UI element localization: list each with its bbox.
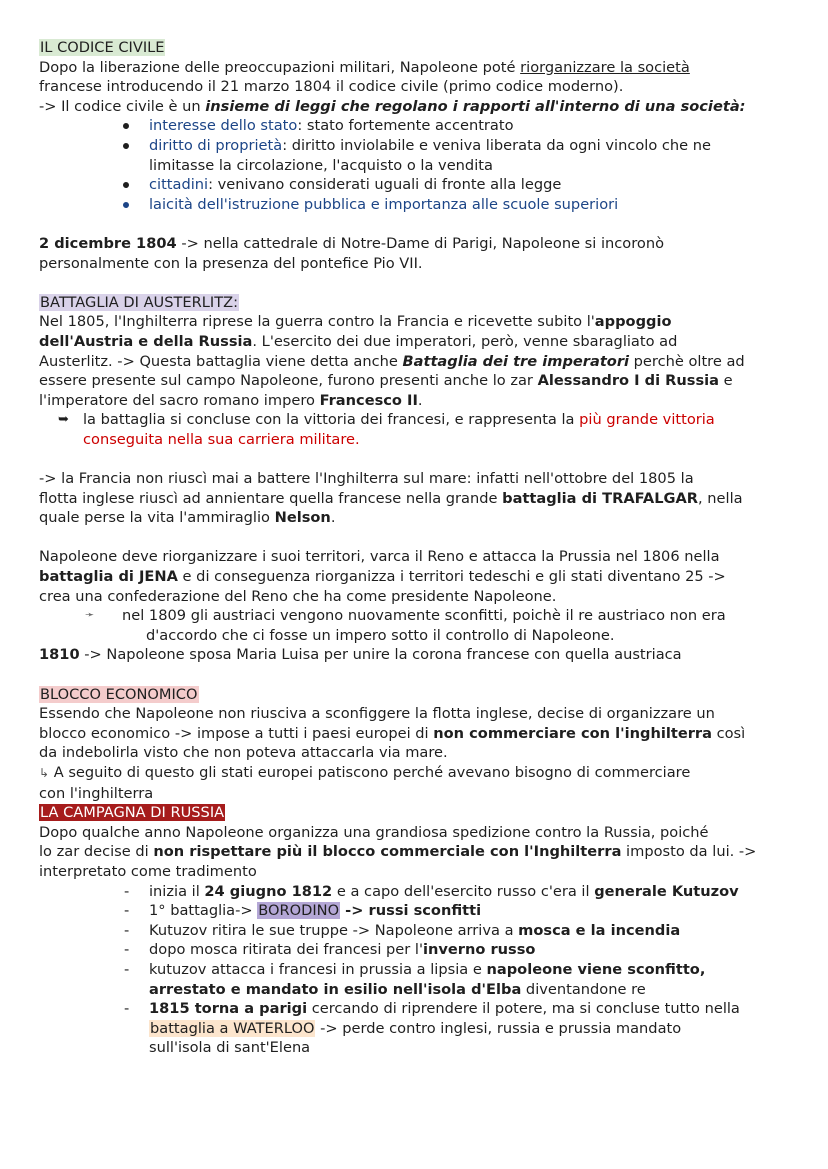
paragraph-line: lo zar decise di non rispettare più il blocco commerciale con l'Inghilterra imposto da lui. -> bbox=[39, 843, 757, 861]
section-title-blocco-economico: BLOCCO ECONOMICO bbox=[40, 685, 198, 703]
paragraph-line: dell'Austria e della Russia. L'esercito dei due imperatori, però, venne sbaragliato ad bbox=[39, 332, 678, 350]
document-page bbox=[39, 38, 791, 1058]
paragraph-line: Nel 1805, l'Inghilterra riprese la guerra contro la Francia e ricevette subito l'appoggio bbox=[39, 313, 672, 331]
paragraph-line: interpretato come tradimento bbox=[39, 862, 257, 880]
paragraph-line: -> Il codice civile è un insieme di leggi che regolano i rapporti all'interno di una società: bbox=[39, 97, 746, 115]
paragraph-line: Napoleone deve riorganizzare i suoi territori, varca il Reno e attacca la Prussia nel 1806 nella bbox=[39, 548, 720, 566]
list-item-continuation: sull'isola di sant'Elena bbox=[149, 1039, 311, 1057]
list-item: diritto di proprietà: diritto inviolabile e veniva liberata da ogni vincolo che ne bbox=[122, 136, 791, 156]
return-arrow-icon: ↳ bbox=[39, 765, 50, 780]
arrow-note: ➥ la battaglia si concluse con la vittoria dei francesi, e rappresenta la più grande vittoria bbox=[58, 411, 715, 429]
list-item-continuation: arrestato e mandato in esilio nell'isola d'Elba diventandone re bbox=[149, 980, 646, 998]
list-item: cittadini: venivano considerati uguali di fronte alla legge bbox=[122, 175, 791, 195]
curved-arrow-icon: ➥ bbox=[58, 412, 69, 428]
sub-note: ➛ nel 1809 gli austriaci vengono nuovamente sconfitti, poichè il re austriaco non era bbox=[85, 607, 726, 625]
paragraph-line: ↳ A seguito di questo gli stati europei patiscono perché avevano bisogno di commerciare bbox=[39, 763, 691, 781]
paragraph-line: l'imperatore del sacro romano impero Francesco II. bbox=[39, 391, 423, 409]
list-item: - 1° battaglia-> BORODINO -> russi sconfitti bbox=[122, 901, 791, 921]
paragraph-line: d'accordo che ci fosse un impero sotto il controllo di Napoleone. bbox=[146, 626, 615, 644]
paragraph-line: crea una confederazione del Reno che ha come presidente Napoleone. bbox=[39, 587, 557, 605]
list-item-continuation: battaglia a WATERLOO -> perde contro inglesi, russia e prussia mandato bbox=[150, 1019, 682, 1037]
section-title-campagna-russia: LA CAMPAGNA DI RUSSIA bbox=[40, 804, 225, 822]
list-item: interesse dello stato: stato fortemente accentrato bbox=[122, 116, 791, 136]
list-item: - dopo mosca ritirata dei francesi per l'inverno russo bbox=[122, 940, 791, 960]
arrow-bullet-icon: ➛ bbox=[85, 608, 95, 622]
section-title-codice-civile: IL CODICE CIVILE bbox=[40, 39, 165, 56]
paragraph-line: con l'inghilterra bbox=[39, 784, 154, 802]
list-item: - Kutuzov ritira le sue truppe -> Napoleone arriva a mosca e la incendia bbox=[122, 921, 791, 941]
paragraph-line: blocco economico -> impose a tutti i paesi europei di non commerciare con l'inghilterra così bbox=[39, 724, 746, 742]
paragraph-line: -> la Francia non riuscì mai a battere l'Inghilterra sul mare: infatti nell'ottobre del 1805 la bbox=[39, 470, 694, 488]
list-item: - 1815 torna a parigi cercando di riprendere il potere, ma si concluse tutto nella bbox=[122, 999, 791, 1019]
paragraph-line: Essendo che Napoleone non riusciva a sconfiggere la flotta inglese, decise di organizzare un bbox=[39, 705, 715, 723]
list-item: - kutuzov attacca i francesi in prussia a lipsia e napoleone viene sconfitto, bbox=[122, 960, 791, 980]
paragraph-line: quale perse la vita l'ammiraglio Nelson. bbox=[39, 509, 336, 527]
bullet-list bbox=[39, 116, 791, 214]
paragraph-line: 2 dicembre 1804 -> nella cattedrale di Notre-Dame di Parigi, Napoleone si incoronò bbox=[39, 234, 665, 252]
paragraph-line: personalmente con la presenza del pontefice Pio VII. bbox=[39, 254, 423, 272]
paragraph-line: 1810 -> Napoleone sposa Maria Luisa per unire la corona francese con quella austriaca bbox=[39, 646, 682, 664]
paragraph-line: Austerlitz. -> Questa battaglia viene detta anche Battaglia dei tre imperatori perchè oltre ad bbox=[39, 352, 745, 370]
paragraph-line: flotta inglese riuscì ad annientare quella francese nella grande battaglia di TRAFALGAR, nella bbox=[39, 489, 743, 507]
list-item: - inizia il 24 giugno 1812 e a capo dell'esercito russo c'era il generale Kutuzov bbox=[122, 882, 791, 902]
paragraph-line: conseguita nella sua carriera militare. bbox=[83, 430, 360, 448]
section-title-austerlitz: BATTAGLIA DI AUSTERLITZ: bbox=[40, 293, 239, 311]
paragraph-line: Dopo la liberazione delle preoccupazioni militari, Napoleone poté riorganizzare la società bbox=[39, 58, 690, 76]
dash-list bbox=[39, 882, 791, 1058]
list-item: laicità dell'istruzione pubblica e importanza alle scuole superiori bbox=[122, 195, 791, 215]
paragraph-line: essere presente sul campo Napoleone, furono presenti anche lo zar Alessandro I di Russia e bbox=[39, 372, 733, 390]
paragraph-line: Dopo qualche anno Napoleone organizza una grandiosa spedizione contro la Russia, poiché bbox=[39, 823, 709, 841]
list-item-continuation: limitasse la circolazione, l'acquisto o la vendita bbox=[149, 156, 493, 174]
paragraph-line: da indebolirla visto che non poteva attaccarla via mare. bbox=[39, 744, 448, 762]
paragraph-line: battaglia di JENA e di conseguenza riorganizza i territori tedeschi e gli stati diventano 25 -> bbox=[39, 568, 726, 586]
paragraph-line: francese introducendo il 21 marzo 1804 il codice civile (primo codice moderno). bbox=[39, 78, 624, 96]
